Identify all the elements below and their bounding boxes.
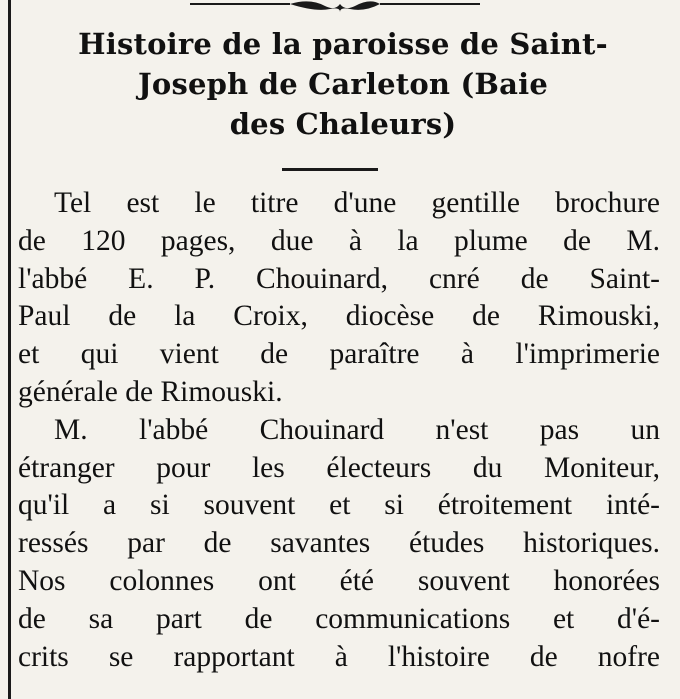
top-ornament	[0, 0, 680, 14]
text-line: Nos colonnes ont été souvent honorées	[18, 564, 660, 597]
headline-line: des Chaleurs)	[229, 107, 457, 141]
text-line: de sa part de communications et d'é-	[18, 602, 660, 635]
text-line: étranger pour les électeurs du Moniteur,	[18, 451, 660, 484]
headline-line: Histoire de la paroisse de Saint-	[78, 27, 608, 61]
text-line: ressés par de savantes études historiques.	[18, 527, 660, 560]
headline-divider	[282, 168, 378, 171]
text-line: crits se rapportant à l'histoire de nofre	[18, 640, 660, 673]
text-line: M. l'abbé Chouinard n'est pas un	[54, 413, 660, 446]
text-line: Paul de la Croix, diocèse de Rimouski,	[18, 300, 660, 333]
column-rule-left	[8, 0, 11, 699]
text-line: qu'il a si souvent et si étroitement inté-	[18, 489, 660, 522]
text-line: de 120 pages, due à la plume de M.	[18, 224, 660, 257]
article-headline	[18, 24, 668, 144]
text-line: Tel est le titre d'une gentille brochure	[54, 187, 660, 219]
headline-line: Joseph de Carleton (Baie	[138, 67, 548, 101]
text-line: générale de Rimouski.	[18, 375, 283, 408]
text-line: l'abbé E. P. Chouinard, cnré de Saint-	[18, 262, 660, 295]
text-line: et qui vient de paraître à l'imprimerie	[18, 338, 660, 371]
article-body	[18, 185, 660, 676]
